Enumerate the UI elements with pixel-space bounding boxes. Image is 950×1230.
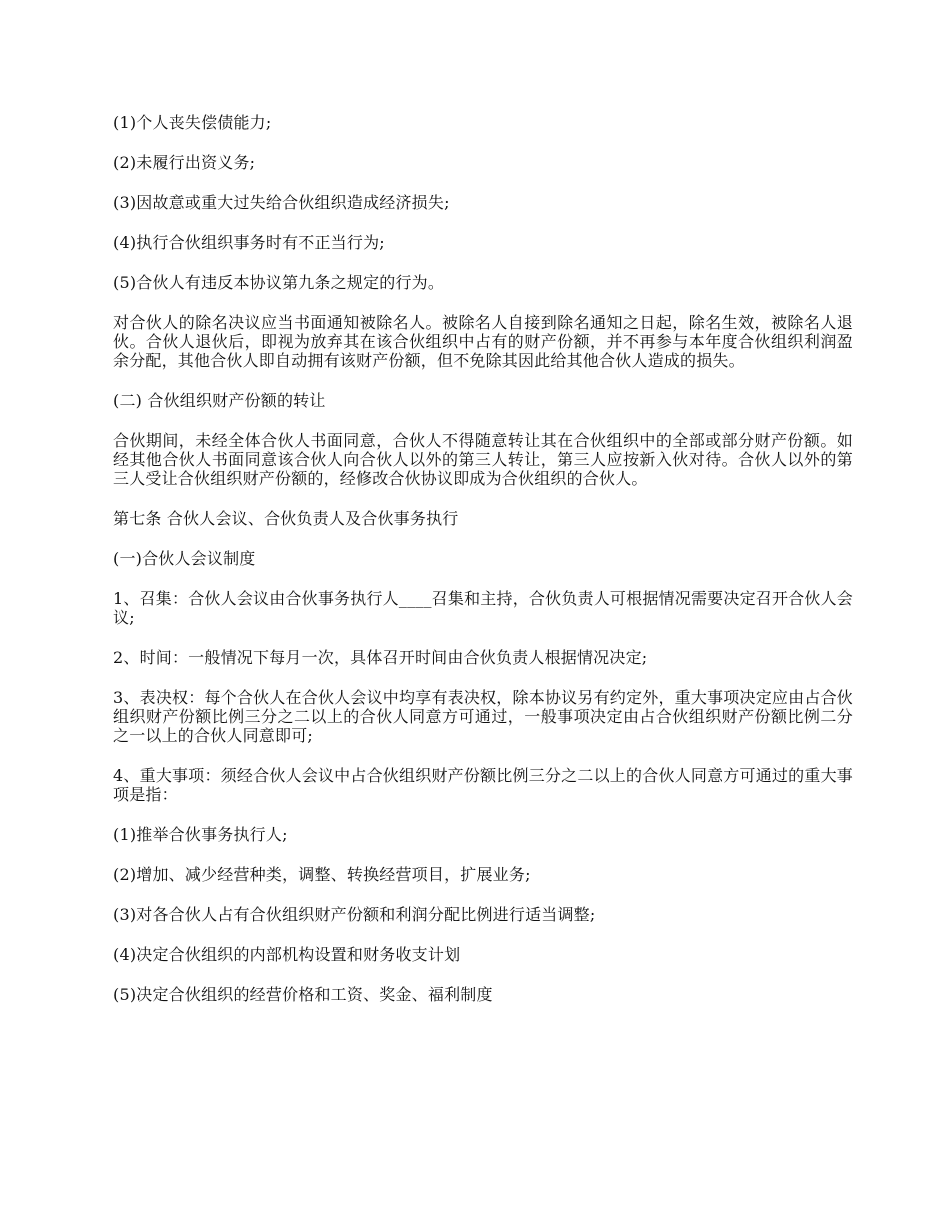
body-paragraph: 1、召集：合伙人会议由合伙事务执行人____召集和主持，合伙负责人可根据情况需要决定召开合伙人会议; xyxy=(113,589,853,627)
list-item: (2)未履行出资义务; xyxy=(113,153,256,172)
section-heading: (二) 合伙组织财产份额的转让 xyxy=(113,391,326,410)
body-paragraph: 3、表决权：每个合伙人在合伙人会议中均享有表决权，除本协议另有约定外，重大事项决定应由占合伙组织财产份额比例三分之二以上的合伙人同意方可通过，一般事项决定由占合伙组织财产份额比例二分之一以上的合伙人同意即可; xyxy=(113,688,853,745)
article-heading: 第七条 合伙人会议、合伙负责人及合伙事务执行 xyxy=(113,509,459,528)
section-heading: (一)合伙人会议制度 xyxy=(113,549,256,568)
list-item: (3)对各合伙人占有合伙组织财产份额和利润分配比例进行适当调整; xyxy=(113,905,596,924)
list-item: (1)推举合伙事务执行人; xyxy=(113,825,288,844)
list-item: (5)决定合伙组织的经营价格和工资、奖金、福利制度 xyxy=(113,985,493,1004)
body-paragraph: 合伙期间，未经全体合伙人书面同意，合伙人不得随意转让其在合伙组织中的全部或部分财产份额。如经其他合伙人书面同意该合伙人向合伙人以外的第三人转让，第三人应按新入伙对待。合伙人以外的第三人受让合伙组织财产份额的，经修改合伙协议即成为合伙组织的合伙人。 xyxy=(113,431,853,488)
list-item: (2)增加、减少经营种类，调整、转换经营项目，扩展业务; xyxy=(113,865,531,884)
list-item: (5)合伙人有违反本协议第九条之规定的行为。 xyxy=(113,273,445,292)
list-item: (4)执行合伙组织事务时有不正当行为; xyxy=(113,233,385,252)
list-item: (3)因故意或重大过失给合伙组织造成经济损失; xyxy=(113,193,450,212)
body-paragraph: 对合伙人的除名决议应当书面通知被除名人。被除名人自接到除名通知之日起，除名生效，被除名人退伙。合伙人退伙后，即视为放弃其在该合伙组织中占有的财产份额，并不再参与本年度合伙组织利润盈余分配，其他合伙人即自动拥有该财产份额，但不免除其因此给其他合伙人造成的损失。 xyxy=(113,313,853,370)
body-paragraph: 4、重大事项：须经合伙人会议中占合伙组织财产份额比例三分之二以上的合伙人同意方可通过的重大事项是指： xyxy=(113,766,853,804)
list-item: (4)决定合伙组织的内部机构设置和财务收支计划 xyxy=(113,945,461,964)
list-item: (1)个人丧失偿债能力; xyxy=(113,113,272,132)
body-paragraph: 2、时间：一般情况下每月一次，具体召开时间由合伙负责人根据情况决定; xyxy=(113,648,648,667)
document-body xyxy=(113,113,853,1025)
